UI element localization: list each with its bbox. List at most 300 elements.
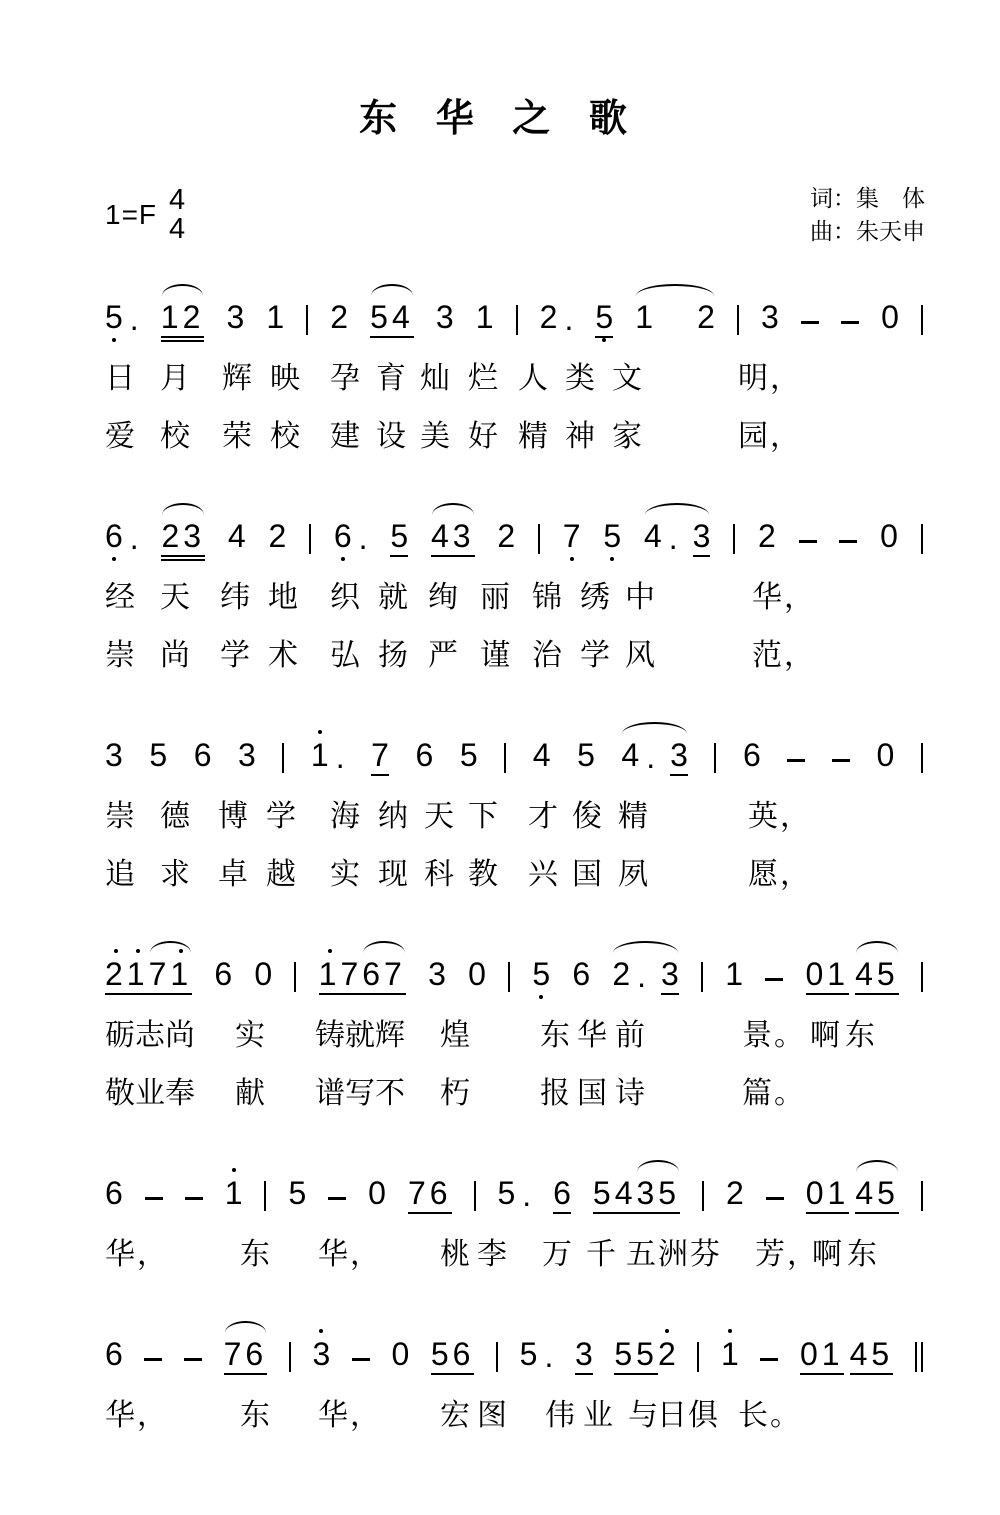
note-digits <box>743 736 761 776</box>
lyric-syllable: 桃 <box>440 1237 472 1271</box>
note <box>266 298 285 338</box>
lyric-syllable: 谨 <box>480 638 512 672</box>
note-digits <box>692 517 711 557</box>
barline <box>294 962 296 992</box>
lyric-syllable: 华 <box>577 1018 609 1052</box>
lyric-syllable: 人 <box>518 361 550 395</box>
system-2 <box>105 498 923 685</box>
lyric-syllable: 俱 <box>688 1398 720 1432</box>
lyric-syllable: 国 <box>572 857 604 891</box>
lyric-syllable: 德 <box>160 799 192 833</box>
note-digits <box>161 517 206 557</box>
note <box>880 517 898 557</box>
note-digits <box>800 1335 844 1375</box>
barline <box>282 743 284 773</box>
dash-continuation <box>185 1197 203 1200</box>
note <box>805 1174 850 1214</box>
augmentation-dot: . <box>637 957 647 994</box>
note-digit: 3 <box>636 1174 659 1211</box>
note <box>519 1335 554 1375</box>
note <box>362 955 406 995</box>
note-digits <box>697 298 715 338</box>
barline <box>306 305 308 335</box>
note-digits <box>805 955 850 995</box>
note <box>459 736 478 776</box>
notation-systems <box>105 279 923 1445</box>
note-digits <box>553 1174 571 1214</box>
note-digit: 0 <box>468 955 486 992</box>
note <box>849 1335 894 1375</box>
lyric-syllable: 博 <box>218 799 250 833</box>
lyric-syllable: 越 <box>266 857 298 891</box>
note-digit: 6 <box>105 517 123 554</box>
note-digit: 0 <box>805 1174 828 1211</box>
lyric-syllable: 华， <box>752 580 816 614</box>
note-digits <box>612 955 631 995</box>
lyric-syllable: 前 <box>615 1018 647 1052</box>
barline <box>915 1342 917 1372</box>
note-digits <box>459 736 478 776</box>
melody-line-3 <box>105 717 923 788</box>
note <box>435 298 454 338</box>
note-digits <box>614 1335 658 1375</box>
augmentation-dot: . <box>129 519 139 556</box>
note-digits <box>371 736 389 776</box>
note-digit: 5 <box>105 298 123 335</box>
lyric-syllable: 烂 <box>468 361 500 395</box>
note <box>370 298 414 338</box>
lyric-syllable: 实 <box>330 857 362 891</box>
note-digit: 6 <box>743 736 761 773</box>
lyric-syllable: 学 <box>220 638 252 672</box>
key-signature <box>105 186 185 244</box>
note <box>743 736 761 776</box>
system-3 <box>105 717 923 904</box>
augmentation-dot: . <box>522 1176 532 1213</box>
note-digits <box>876 736 895 776</box>
lyric-syllable: 东 <box>845 1018 877 1052</box>
lyric-syllable: 铸 <box>315 1018 347 1052</box>
melody-line-1 <box>105 279 923 350</box>
song-title: 东 华 之 歌 <box>359 98 641 140</box>
lyric-syllable: 海 <box>330 799 362 833</box>
lyrics-row <box>105 577 923 627</box>
barline <box>921 305 923 335</box>
note <box>105 1174 123 1214</box>
lyric-syllable: 五 <box>626 1237 658 1271</box>
note-digits <box>761 298 779 338</box>
note-digit: 6 <box>553 1174 571 1211</box>
meta-row <box>105 182 925 249</box>
note <box>149 736 168 776</box>
note-digit: 1 <box>827 1174 850 1211</box>
note-digit: 7 <box>340 955 363 992</box>
note <box>657 1335 676 1375</box>
note <box>553 1174 571 1214</box>
note-digit: 3 <box>692 517 711 554</box>
lyric-syllable: 俊 <box>572 799 604 833</box>
lyric-syllable: 辉 <box>375 1018 407 1052</box>
lyric-syllable: 景。 <box>742 1018 806 1052</box>
note-digits <box>288 1174 307 1214</box>
note-digits <box>577 736 595 776</box>
note <box>105 517 139 557</box>
note-digits <box>105 1335 123 1375</box>
augmentation-dot: . <box>129 300 139 337</box>
note <box>720 1335 739 1375</box>
note-digit: 4 <box>227 517 246 554</box>
lyric-syllable: 风 <box>625 638 657 672</box>
note-digit: 5 <box>430 1335 453 1372</box>
lyric-syllable: 兴 <box>528 857 560 891</box>
note-digits <box>595 298 614 338</box>
lyric-syllable: 东 <box>240 1237 272 1271</box>
note-digit: 0 <box>880 517 898 554</box>
note-digit: 0 <box>805 955 828 992</box>
note <box>105 1335 123 1375</box>
note-digit: 2 <box>697 298 715 335</box>
dash-continuation <box>765 978 783 981</box>
note-digit: 2 <box>161 517 184 554</box>
note-digit: 1 <box>170 955 193 992</box>
note-digit: 3 <box>238 736 256 773</box>
note-digits <box>227 517 246 557</box>
dash-continuation <box>787 759 805 762</box>
lyric-syllable: 校 <box>270 419 302 453</box>
lyric-syllable: 实 <box>235 1018 267 1052</box>
lyric-syllable: 严 <box>428 638 460 672</box>
lyric-syllable: 好 <box>468 419 500 453</box>
note-digit: 1 <box>310 736 329 773</box>
lyrics-row <box>105 1015 923 1065</box>
note-digits <box>468 955 486 995</box>
lyric-syllable: 求 <box>160 857 192 891</box>
note-digit: 1 <box>720 1335 739 1372</box>
lyric-syllable: 精 <box>518 419 550 453</box>
note-digits <box>330 298 349 338</box>
note-digit: 3 <box>435 298 454 335</box>
note-digit: 5 <box>497 1174 516 1211</box>
lyric-syllable: 地 <box>268 580 300 614</box>
note-digits <box>368 1174 386 1214</box>
lyric-syllable: 万 <box>542 1237 574 1271</box>
note-digits <box>603 517 622 557</box>
note <box>105 955 149 995</box>
meter-denominator: 4 <box>169 213 186 246</box>
lyrics-row <box>105 796 923 846</box>
lyric-syllable: 建 <box>330 419 362 453</box>
lyric-syllable: 芳， <box>755 1237 819 1271</box>
note-digit: 2 <box>497 517 516 554</box>
credits <box>810 182 925 249</box>
note <box>612 955 647 995</box>
lyric-syllable: 李 <box>477 1237 509 1271</box>
note-digits <box>430 1335 475 1375</box>
note <box>562 517 581 557</box>
lyric-syllable: 诗 <box>615 1076 647 1110</box>
barline <box>702 1181 704 1211</box>
lyric-syllable: 朽 <box>440 1076 472 1110</box>
dash-continuation <box>145 1197 163 1200</box>
note-digits <box>881 298 899 338</box>
note <box>805 955 850 995</box>
note-digit: 5 <box>390 517 409 554</box>
lyric-syllable: 丽 <box>480 580 512 614</box>
lyric-syllable: 伟 <box>545 1398 577 1432</box>
note-digit: 6 <box>193 736 212 773</box>
system-1 <box>105 279 923 466</box>
lyric-syllable: 写 <box>345 1076 377 1110</box>
lyric-syllable: 业 <box>135 1076 167 1110</box>
lyric-syllable: 卓 <box>218 857 250 891</box>
barline <box>714 743 716 773</box>
note-digits <box>757 517 776 557</box>
lyrics-row <box>105 635 923 685</box>
lyric-syllable: 华， <box>105 1398 169 1432</box>
augmentation-dot: . <box>646 738 656 775</box>
note <box>574 1335 593 1375</box>
note-digit: 2 <box>657 1335 676 1372</box>
note-digits <box>226 298 245 338</box>
lyric-syllable: 图 <box>477 1398 509 1432</box>
note <box>497 517 516 557</box>
note <box>532 736 551 776</box>
note-digit: 7 <box>148 955 171 992</box>
note <box>105 736 123 776</box>
note-digits <box>370 298 414 338</box>
note <box>368 1174 386 1214</box>
dash-continuation <box>184 1358 202 1361</box>
melody-line-6 <box>105 1316 923 1387</box>
note-digit: 5 <box>519 1335 538 1372</box>
note <box>226 298 245 338</box>
note <box>330 298 349 338</box>
note-digit: 2 <box>757 517 776 554</box>
lyrics-row <box>105 358 923 408</box>
note-digit: 5 <box>288 1174 307 1211</box>
lyric-syllable: 就 <box>378 580 410 614</box>
note-digit: 3 <box>661 955 679 992</box>
lyric-syllable: 学 <box>266 799 298 833</box>
lyrics-row <box>105 854 923 904</box>
note-digit: 5 <box>636 1335 658 1372</box>
note-group <box>318 955 406 995</box>
dash-continuation <box>144 1358 162 1361</box>
note-digits <box>105 1174 123 1214</box>
note <box>497 1174 532 1214</box>
note-digits <box>105 298 123 338</box>
note-group <box>805 955 899 995</box>
note-digits <box>362 955 406 995</box>
note-digit: 0 <box>800 1335 822 1372</box>
note-group <box>805 1174 899 1214</box>
system-5 <box>105 1155 923 1284</box>
lyric-syllable: 校 <box>160 419 192 453</box>
lyric-syllable: 治 <box>532 638 564 672</box>
note-digit: 4 <box>849 1335 872 1372</box>
note-digits <box>539 298 558 338</box>
sheet-music-page <box>0 100 1000 1515</box>
lyric-syllable: 中 <box>625 580 657 614</box>
lyric-syllable: 精 <box>618 799 650 833</box>
note-digit: 7 <box>371 736 389 773</box>
note-digit: 1 <box>224 1174 243 1211</box>
lyric-syllable: 锦 <box>532 580 564 614</box>
note-digits <box>160 298 205 338</box>
lyric-syllable: 洲 <box>658 1237 690 1271</box>
barline <box>496 1342 498 1372</box>
note <box>227 517 246 557</box>
note <box>371 736 389 776</box>
note-digits <box>880 517 898 557</box>
lyric-syllable: 天 <box>424 799 456 833</box>
lyric-syllable: 与 <box>628 1398 660 1432</box>
note-group <box>614 1335 676 1375</box>
note-digit: 5 <box>871 1335 894 1372</box>
note <box>670 736 688 776</box>
note-digit: 5 <box>532 955 551 992</box>
note-digits <box>254 955 273 995</box>
lyric-syllable: 家 <box>612 419 644 453</box>
note <box>692 517 711 557</box>
lyric-syllable: 爱 <box>105 419 137 453</box>
note-digits <box>105 517 123 557</box>
note-digits <box>720 1335 739 1375</box>
lyric-syllable: 文 <box>612 361 644 395</box>
note-digit: 7 <box>407 1174 430 1211</box>
note <box>193 736 212 776</box>
lyric-syllable: 纳 <box>378 799 410 833</box>
note-digit: 1 <box>160 298 183 335</box>
note-digits <box>214 955 233 995</box>
note <box>468 955 486 995</box>
note <box>254 955 273 995</box>
note-digits <box>572 955 591 995</box>
note-digits <box>725 955 744 995</box>
lyric-syllable: 谱 <box>315 1076 347 1110</box>
note-digit: 5 <box>876 955 899 992</box>
barline <box>921 1181 923 1211</box>
lyric-syllable: 经 <box>105 580 137 614</box>
note-digit: 1 <box>725 955 744 992</box>
note-digits <box>407 1174 452 1214</box>
lyric-syllable: 芬 <box>690 1237 722 1271</box>
note-digits <box>643 517 662 557</box>
note-digit: 0 <box>881 298 899 335</box>
note-digit: 2 <box>539 298 558 335</box>
note <box>391 1335 410 1375</box>
lyric-syllable: 月 <box>160 361 192 395</box>
note-digit: 3 <box>428 955 446 992</box>
barline <box>921 962 923 992</box>
note-digit: 6 <box>429 1174 452 1211</box>
note-digit: 6 <box>333 517 352 554</box>
lyrics-row <box>105 1234 923 1284</box>
note-digits <box>238 736 256 776</box>
note-digit: 4 <box>532 736 551 773</box>
lyric-syllable: 孕 <box>330 361 362 395</box>
lyric-syllable: 砺 <box>105 1018 137 1052</box>
note-digits <box>532 736 551 776</box>
note <box>475 298 494 338</box>
note-digits <box>224 1174 243 1214</box>
note-digit: 1 <box>821 1335 844 1372</box>
note-group <box>592 1174 681 1214</box>
note <box>238 736 256 776</box>
note <box>428 955 446 995</box>
note <box>333 517 368 557</box>
note <box>621 736 656 776</box>
note <box>725 955 744 995</box>
lyric-syllable: 就 <box>345 1018 377 1052</box>
note-digits <box>661 955 679 995</box>
barline <box>921 1342 923 1372</box>
note-digit: 5 <box>614 1335 637 1372</box>
note-digits <box>849 1335 894 1375</box>
note-digit: 6 <box>452 1335 475 1372</box>
note-digit: 6 <box>572 955 591 992</box>
note-digits <box>475 298 494 338</box>
note-digits <box>312 1335 331 1375</box>
note-digit: 3 <box>226 298 245 335</box>
note-digits <box>574 1335 593 1375</box>
dash-continuation <box>801 321 819 324</box>
note-digits <box>636 1174 681 1214</box>
note-digits <box>193 736 212 776</box>
note-digit: 5 <box>149 736 168 773</box>
note-digit: 4 <box>621 736 640 773</box>
note <box>318 955 363 995</box>
note <box>288 1174 307 1214</box>
note-group <box>105 955 193 995</box>
lyric-syllable: 英， <box>748 799 812 833</box>
note-digit: 3 <box>312 1335 331 1372</box>
note-digit: 3 <box>452 517 475 554</box>
dash-continuation <box>841 321 859 324</box>
lyric-syllable: 愿， <box>748 857 812 891</box>
lyric-syllable: 弘 <box>330 638 362 672</box>
note-digits <box>149 736 168 776</box>
note <box>881 298 899 338</box>
lyric-syllable: 科 <box>424 857 456 891</box>
note <box>539 298 574 338</box>
note <box>876 736 895 776</box>
lyric-syllable: 日 <box>657 1398 689 1432</box>
note-digits <box>391 1335 410 1375</box>
note-digit: 7 <box>223 1335 246 1372</box>
lyrics-row <box>105 416 923 466</box>
lyric-syllable: 神 <box>565 419 597 453</box>
lyric-syllable: 下 <box>468 799 500 833</box>
lyric-syllable: 育 <box>376 361 408 395</box>
barline <box>697 1342 699 1372</box>
lyric-syllable: 类 <box>565 361 597 395</box>
note <box>635 298 654 338</box>
barline <box>921 743 923 773</box>
dash-continuation <box>766 1197 784 1200</box>
lyric-syllable: 追 <box>105 857 137 891</box>
note-digit: 5 <box>370 298 392 335</box>
note-digit: 5 <box>877 1174 899 1211</box>
lyric-syllable: 辉 <box>222 361 254 395</box>
note-digit: 2 <box>268 517 287 554</box>
note-digits <box>855 955 899 995</box>
note-digits <box>657 1335 676 1375</box>
lyric-syllable: 织 <box>330 580 362 614</box>
lyric-syllable: 才 <box>528 799 560 833</box>
note-digit: 0 <box>391 1335 410 1372</box>
note-group <box>800 1335 894 1375</box>
